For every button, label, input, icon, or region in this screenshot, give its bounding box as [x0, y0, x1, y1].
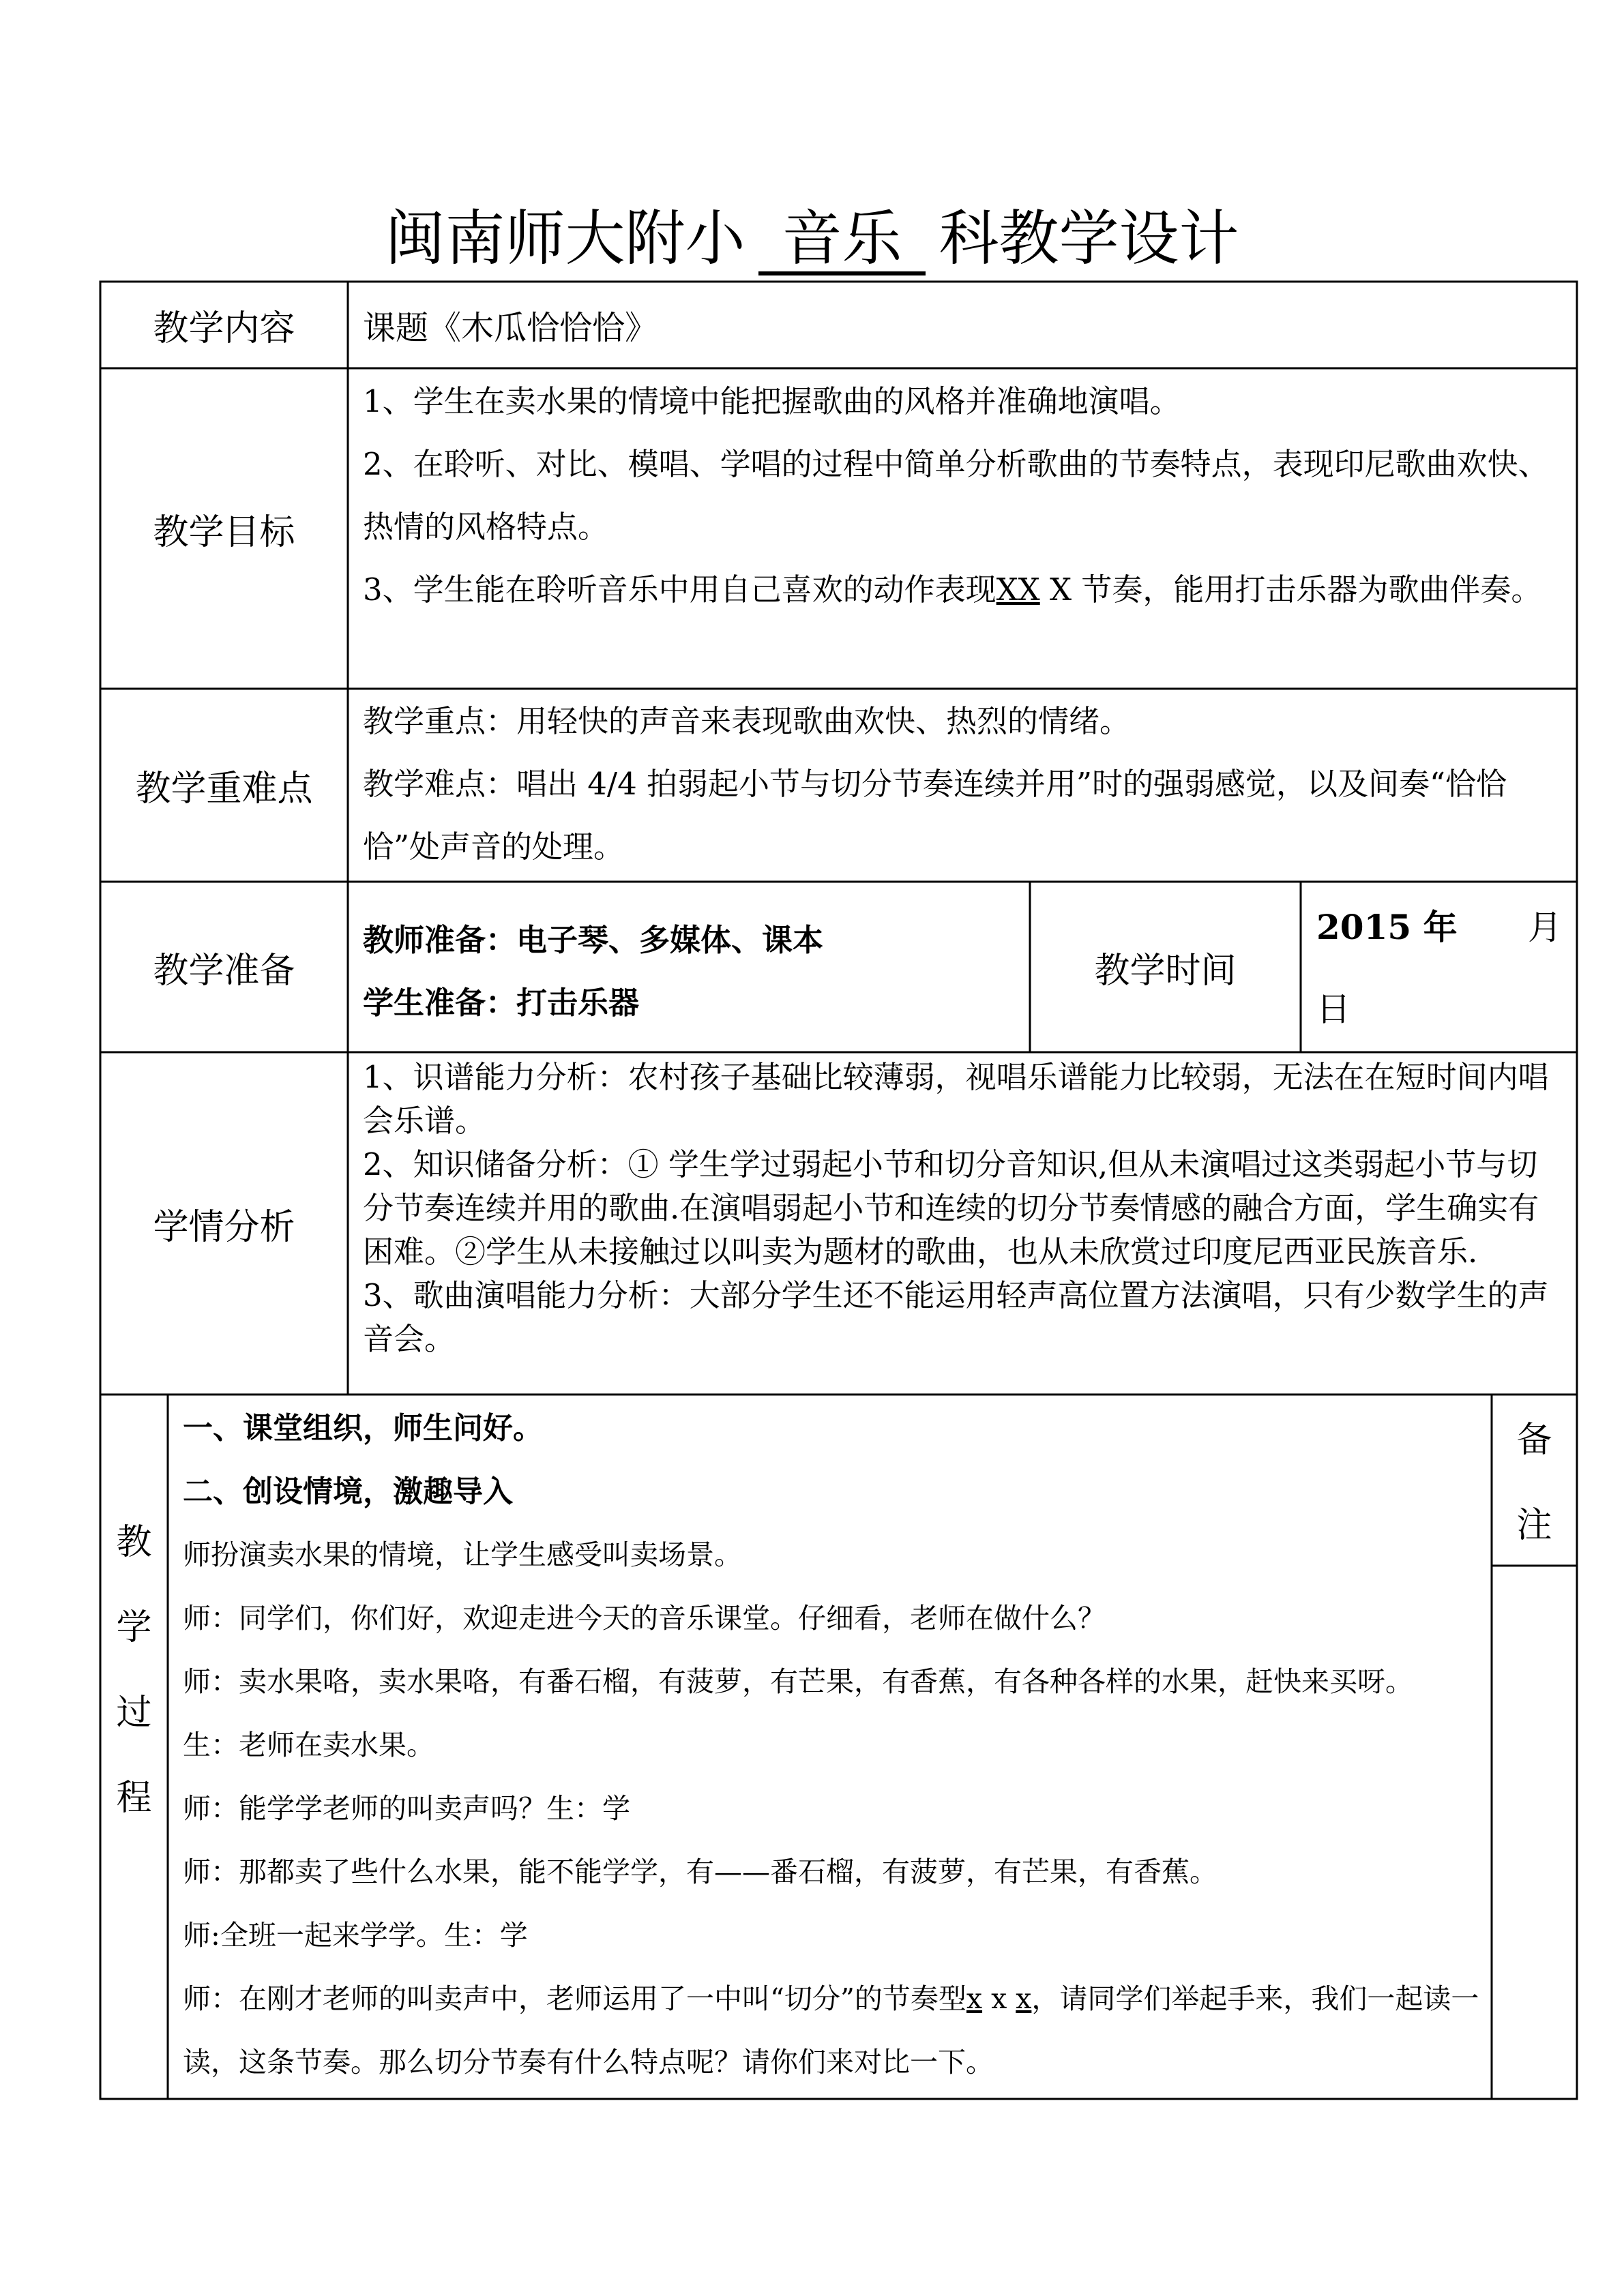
prep-label: 教学准备: [153, 950, 295, 992]
analysis-item-3: 3、歌曲演唱能力分析：大部分学生还不能运用轻声高位置方法演唱，只有少数学生的声音会。: [363, 1277, 1549, 1357]
content-value: 课题《木瓜恰恰恰》: [363, 309, 658, 347]
process-label: [100, 1500, 168, 1841]
title-suffix: 科教学设计: [939, 203, 1239, 273]
time-day: 日: [1316, 989, 1350, 1029]
goal-item-2: 2、在聆听、对比、模唱、学唱的过程中简单分析歌曲的节奏特点，表现印尼歌曲欢快、热情的风格特点。: [363, 446, 1549, 545]
rhythm-x: x: [982, 1982, 1016, 2015]
process-heading-1: 一、课堂组织，师生问好。: [183, 1411, 543, 1446]
note-label-char: 注: [1516, 1505, 1552, 1546]
process-line: 师：那都卖了些什么水果，能不能学学，有——番石榴，有菠萝，有芒果，有香蕉。: [183, 1855, 1217, 1888]
keypoints-text: [363, 690, 1563, 878]
prep-teacher: 教师准备：电子琴、多媒体、课本: [363, 922, 824, 958]
goal-3-rhythm: X: [1039, 571, 1072, 608]
process-label-char: 程: [116, 1778, 152, 1819]
process-label-char: 教: [116, 1522, 152, 1563]
analysis-item-2: 2、知识储备分析：① 学生学过弱起小节和切分音知识,但从未演唱过这类弱起小节与切分节奏连续并用的歌曲.在演唱弱起小节和连续的切分节奏情感的融合方面，学生确实有困难。②学生从未接触过以叫卖为题材的歌曲，也从未欣赏过印度尼西亚民族音乐.: [363, 1146, 1539, 1270]
process-line: 师扮演卖水果的情境，让学生感受叫卖场景。: [183, 1538, 742, 1571]
process-label-char: 学: [116, 1607, 152, 1648]
keypoint-difficulty: 教学难点：唱出 4/4 拍弱起小节与切分节奏连续并用”时的强弱感觉，以及间奏“恰恰恰”处声音的处理。: [363, 766, 1507, 865]
keypoints-label: 教学重难点: [135, 769, 313, 809]
goals-label: 教学目标: [153, 511, 295, 553]
content-label: 教学内容: [153, 308, 295, 349]
analysis-label: 学情分析: [153, 1206, 295, 1248]
process-line: 师：能学学老师的叫卖声吗？生：学: [183, 1792, 630, 1825]
goal-3-text-after: 节奏，能用打击乐器为歌曲伴奏。: [1081, 571, 1542, 608]
rhythm-x-underlined: x: [966, 1982, 983, 2015]
process-last-text-after: ，请同学们举起手来，我们一起读一读，这条节奏。那么切分节奏有什么特点呢？请你们来对比一下。: [183, 1982, 1479, 2078]
process-line: 师：卖水果咯，卖水果咯，有番石榴，有菠萝，有芒果，有香蕉，有各种各样的水果，赶快来买呀。: [183, 1665, 1413, 1698]
time-label: 教学时间: [1094, 950, 1237, 992]
analysis-text: [363, 1056, 1563, 1361]
time-year: 2015 年: [1316, 907, 1458, 947]
process-heading-2: 二、创设情境，激趣导入: [183, 1474, 513, 1509]
process-line: 生：老师在卖水果。: [183, 1729, 434, 1761]
keypoint-focus: 教学重点：用轻快的声音来表现歌曲欢快、热烈的情绪。: [363, 703, 1131, 739]
process-line: 师：同学们，你们好，欢迎走进今天的音乐课堂。仔细看，老师在做什么？: [183, 1602, 1106, 1635]
title-prefix: 闽南师大附小: [385, 203, 745, 273]
process-text: [183, 1397, 1482, 2094]
process-line-last: [183, 1967, 1482, 2094]
process-label-char: 过: [116, 1693, 152, 1733]
process-line: 师:全班一起来学学。生：学: [183, 1919, 528, 1952]
goals-text: [363, 370, 1563, 621]
prep-student: 学生准备：打击乐器: [363, 985, 640, 1021]
time-value: [1316, 897, 1562, 1047]
analysis-item-1: 1、识谱能力分析：农村孩子基础比较薄弱，视唱乐谱能力比较弱，无法在在短时间内唱会乐谱。: [363, 1059, 1549, 1139]
prep-text: [363, 909, 823, 1034]
goal-item-1: 1、学生在卖水果的情境中能把握歌曲的风格并准确地演唱。: [363, 383, 1181, 419]
note-label-char: 备: [1516, 1420, 1552, 1461]
note-label: [1492, 1398, 1577, 1568]
time-month: 月: [1528, 908, 1562, 947]
process-last-text: 师：在刚才老师的叫卖声中，老师运用了一中叫“切分”的节奏型: [183, 1982, 966, 2015]
goal-3-rhythm-underlined: XX: [996, 571, 1040, 608]
goal-item-3: [363, 558, 1563, 621]
goal-3-text: 3、学生能在聆听音乐中用自己喜欢的动作表现: [363, 571, 996, 608]
title-subject: 音乐: [758, 206, 925, 275]
rhythm-x-underlined: x: [1016, 1982, 1032, 2015]
